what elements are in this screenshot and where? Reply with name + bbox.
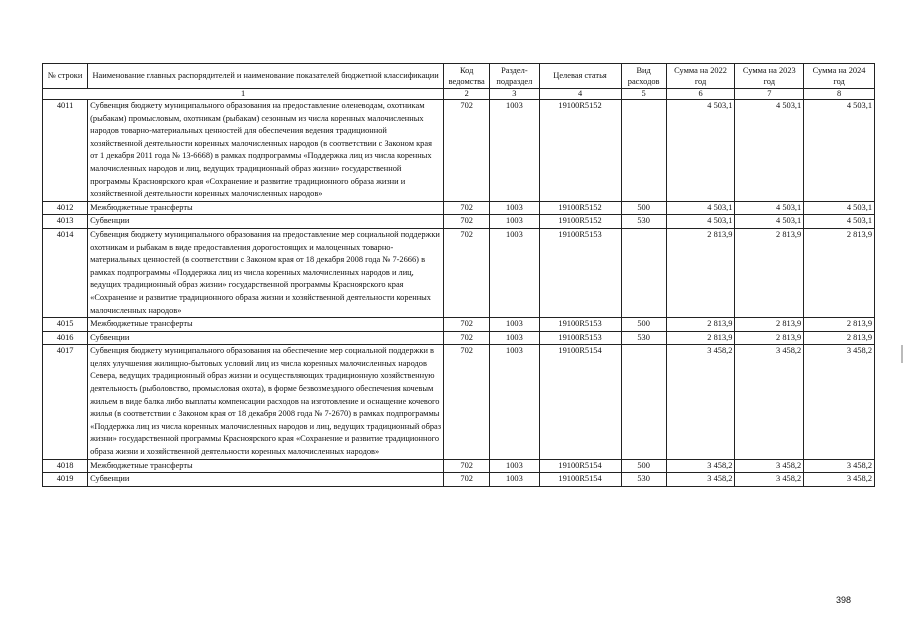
column-number: 3 [490, 89, 539, 100]
dept-code: 702 [444, 215, 490, 229]
section-code: 1003 [490, 473, 539, 487]
target-article: 19100R5152 [539, 100, 621, 202]
section-code: 1003 [490, 201, 539, 215]
sum-2022: 2 813,9 [666, 228, 735, 317]
row-name: Субвенции [88, 331, 444, 345]
sum-2023: 4 503,1 [735, 201, 804, 215]
row-name: Субвенция бюджету муниципального образования на обеспечение мер социальной поддержки в целях улучшения жилищно-бытовых условий лиц из числа коренных малочисленных народов Севера, ведущих традиционный образ жизни и осуществляющих традиционную хозяйственную деятельность (рыболовство, промысловая охота), в форме безвозмездного обеспечения кочевым жильем в виде балка либо выплаты компенсации расходов на изготовление и оснащение кочевого жилья (в соответствии с Законом края от 18 декабря 2008 года № 7-2670) в рамках подпрограммы «Поддержка лиц из числа коренных малочисленных народов и лиц, ведущих традиционный образ жизни» государственной программы Красноярского края «Сохранение и развитие традиционного образа жизни и хозяйственной деятельности коренных малочисленных народов» [88, 345, 444, 459]
expense-type [621, 100, 666, 202]
target-article: 19100R5154 [539, 473, 621, 487]
sum-2022: 4 503,1 [666, 201, 735, 215]
target-article: 19100R5154 [539, 459, 621, 473]
row-number: 4018 [43, 459, 88, 473]
header-sum-2022: Сумма на 2022 год [666, 64, 735, 89]
column-number: 5 [621, 89, 666, 100]
expense-type: 500 [621, 201, 666, 215]
header-dept-code: Код ведомства [444, 64, 490, 89]
table-row [43, 331, 875, 345]
header-row-no: № строки [43, 64, 88, 89]
row-number: 4015 [43, 318, 88, 332]
sum-2024: 2 813,9 [804, 318, 875, 332]
sum-2022: 3 458,2 [666, 345, 735, 459]
page-number: 398 [836, 595, 852, 605]
section-code: 1003 [490, 459, 539, 473]
expense-type [621, 345, 666, 459]
sum-2024: 3 458,2 [804, 473, 875, 487]
sum-2024: 3 458,2 [804, 345, 875, 459]
sum-2022: 4 503,1 [666, 100, 735, 202]
target-article: 19100R5152 [539, 201, 621, 215]
column-number: 7 [735, 89, 804, 100]
sum-2024: 2 813,9 [804, 331, 875, 345]
header-sum-2024: Сумма на 2024 год [804, 64, 875, 89]
column-number: 1 [43, 89, 444, 100]
table-row [43, 459, 875, 473]
row-name: Субвенция бюджету муниципального образования на предоставление мер социальной поддержки охотникам и рыбакам в виде предоставления дорогостоящих и малоценных товарно-материальных ценностей (в соответствии с Законом края от 18 декабря 2008 года № 7-2666) в рамках подпрограммы «Поддержка лиц из числа коренных малочисленных народов и лиц, ведущих традиционный образ жизни» государственной программы Красноярского края «Сохранение и развитие традиционного образа жизни и хозяйственной деятельности коренных малочисленных народов» [88, 228, 444, 317]
row-name: Межбюджетные трансферты [88, 201, 444, 215]
expense-type: 530 [621, 215, 666, 229]
header-section: Раздел-подраздел [490, 64, 539, 89]
column-number: 2 [444, 89, 490, 100]
dept-code: 702 [444, 473, 490, 487]
expense-type: 500 [621, 318, 666, 332]
header-expense-type: Вид расходов [621, 64, 666, 89]
sum-2023: 2 813,9 [735, 228, 804, 317]
expense-type [621, 228, 666, 317]
row-number: 4019 [43, 473, 88, 487]
row-name: Субвенция бюджету муниципального образования на предоставление оленеводам, охотникам (рыбакам) промысловым, охотникам (рыбакам) сезонным из числа коренных малочисленных народов товарно-материальных ценностей для обеспечения ведения традиционной хозяйственной деятельности коренных малочисленных народов (в соответствии с Законом края от 1 декабря 2011 года № 13-6668) в рамках подпрограммы «Поддержка лиц из числа коренных малочисленных народов и лиц, ведущих традиционный образ жизни» государственной программы Красноярского края «Сохранение и развитие традиционного образа жизни и хозяйственной деятельности коренных малочисленных народов» [88, 100, 444, 202]
target-article: 19100R5153 [539, 228, 621, 317]
target-article: 19100R5152 [539, 215, 621, 229]
expense-type: 500 [621, 459, 666, 473]
row-name: Субвенции [88, 473, 444, 487]
row-number: 4014 [43, 228, 88, 317]
sum-2024: 2 813,9 [804, 228, 875, 317]
sum-2023: 2 813,9 [735, 331, 804, 345]
sum-2022: 3 458,2 [666, 459, 735, 473]
table-row [43, 100, 875, 202]
sum-2023: 2 813,9 [735, 318, 804, 332]
section-code: 1003 [490, 100, 539, 202]
table-row [43, 215, 875, 229]
table-row [43, 473, 875, 487]
dept-code: 702 [444, 318, 490, 332]
row-number: 4012 [43, 201, 88, 215]
column-number: 6 [666, 89, 735, 100]
dept-code: 702 [444, 100, 490, 202]
table-row [43, 345, 875, 459]
dept-code: 702 [444, 228, 490, 317]
sum-2024: 3 458,2 [804, 459, 875, 473]
sum-2022: 4 503,1 [666, 215, 735, 229]
target-article: 19100R5153 [539, 331, 621, 345]
sum-2023: 4 503,1 [735, 215, 804, 229]
header-sum-2023: Сумма на 2023 год [735, 64, 804, 89]
scan-edge-mark [901, 345, 903, 363]
header-target-article: Целевая статья [539, 64, 621, 89]
table-row [43, 228, 875, 317]
row-name: Субвенции [88, 215, 444, 229]
sum-2022: 2 813,9 [666, 318, 735, 332]
budget-table [42, 63, 875, 487]
section-code: 1003 [490, 318, 539, 332]
sum-2023: 3 458,2 [735, 459, 804, 473]
sum-2023: 4 503,1 [735, 100, 804, 202]
dept-code: 702 [444, 331, 490, 345]
target-article: 19100R5153 [539, 318, 621, 332]
sum-2023: 3 458,2 [735, 345, 804, 459]
section-code: 1003 [490, 228, 539, 317]
sum-2024: 4 503,1 [804, 215, 875, 229]
row-number: 4011 [43, 100, 88, 202]
dept-code: 702 [444, 345, 490, 459]
dept-code: 702 [444, 201, 490, 215]
sum-2022: 2 813,9 [666, 331, 735, 345]
table-row [43, 318, 875, 332]
sum-2024: 4 503,1 [804, 201, 875, 215]
expense-type: 530 [621, 473, 666, 487]
header-name: Наименование главных распорядителей и наименование показателей бюджетной классификации [88, 64, 444, 89]
column-number: 8 [804, 89, 875, 100]
target-article: 19100R5154 [539, 345, 621, 459]
table-header [43, 64, 875, 100]
section-code: 1003 [490, 331, 539, 345]
column-number: 4 [539, 89, 621, 100]
row-number: 4013 [43, 215, 88, 229]
section-code: 1003 [490, 215, 539, 229]
dept-code: 702 [444, 459, 490, 473]
row-number: 4017 [43, 345, 88, 459]
expense-type: 530 [621, 331, 666, 345]
sum-2023: 3 458,2 [735, 473, 804, 487]
sum-2024: 4 503,1 [804, 100, 875, 202]
table-body [43, 100, 875, 487]
row-name: Межбюджетные трансферты [88, 459, 444, 473]
table-row [43, 201, 875, 215]
row-number: 4016 [43, 331, 88, 345]
row-name: Межбюджетные трансферты [88, 318, 444, 332]
section-code: 1003 [490, 345, 539, 459]
sum-2022: 3 458,2 [666, 473, 735, 487]
